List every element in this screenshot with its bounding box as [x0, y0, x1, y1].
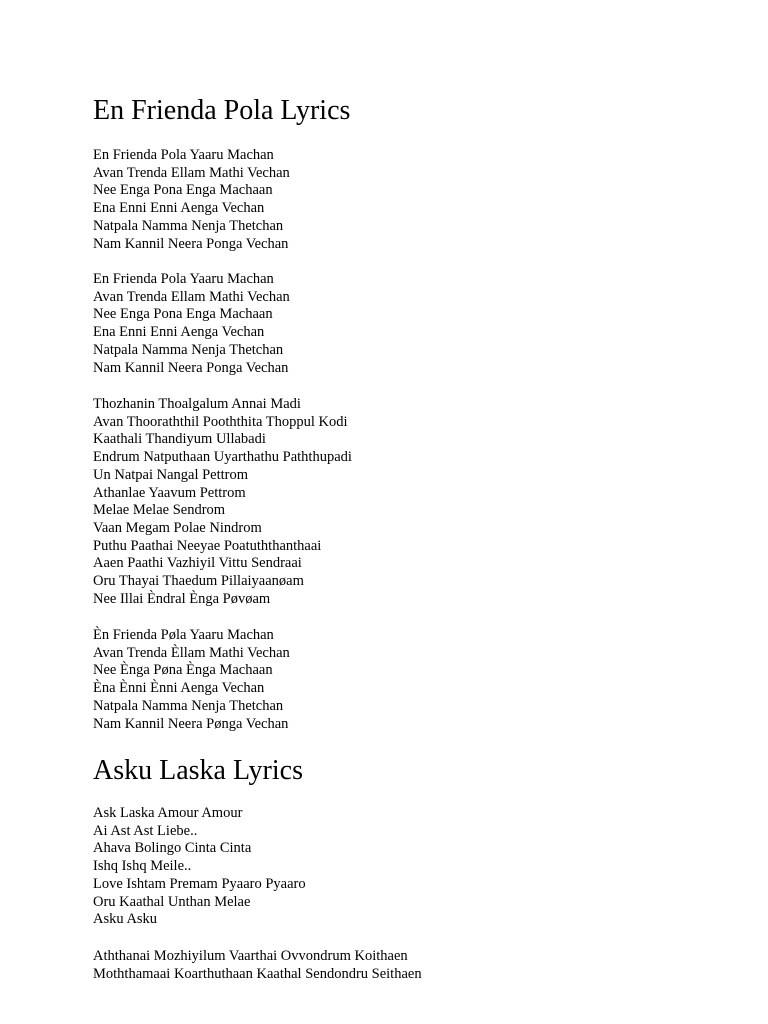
lyric-line: Ena Enni Enni Aenga Vechan — [93, 324, 265, 341]
verse-3 — [93, 396, 352, 608]
lyric-line: Èna Ènni Ènni Aenga Vechan — [93, 680, 265, 697]
lyric-line: Ena Enni Enni Aenga Vechan — [93, 200, 265, 217]
verse-2 — [93, 271, 290, 377]
lyric-line: Athanlae Yaavum Pettrom — [93, 484, 246, 501]
verse-1 — [93, 805, 306, 929]
lyric-line: Asku Asku — [93, 911, 158, 928]
lyric-line: Natpala Namma Nenja Thetchan — [93, 217, 284, 234]
lyric-line: En Frienda Pola Yaaru Machan — [93, 147, 274, 163]
lyric-line: Ishq Ishq Meile.. — [93, 858, 192, 875]
lyric-line: Nam Kannil Neera Pønga Vechan — [93, 715, 289, 732]
lyric-line: Nee Illai Èndral Ènga Pøvøam — [93, 590, 271, 607]
verse-1 — [93, 147, 290, 253]
verse-4 — [93, 627, 290, 733]
verse-2 — [93, 948, 422, 983]
lyric-line: Endrum Natputhaan Uyarthathu Paththupadi — [93, 449, 352, 466]
lyric-line: Vaan Megam Polae Nindrom — [93, 519, 262, 536]
lyric-line: Natpala Namma Nenja Thetchan — [93, 341, 284, 358]
lyric-line: Oru Kaathal Unthan Melae — [93, 893, 251, 910]
lyric-line: Nee Enga Pona Enga Machaan — [93, 182, 273, 199]
lyric-line: Natpala Namma Nenja Thetchan — [93, 697, 284, 714]
lyric-line: Ask Laska Amour Amour — [93, 805, 243, 821]
lyric-line: Moththamaai Koarthuthaan Kaathal Sendondru Seithaen — [93, 965, 422, 982]
lyric-line: Avan Trenda Èllam Mathi Vechan — [93, 644, 290, 661]
lyric-line: En Frienda Pola Yaaru Machan — [93, 271, 274, 287]
lyric-line: Kaathali Thandiyum Ullabadi — [93, 431, 266, 448]
lyric-line: Èn Frienda Pøla Yaaru Machan — [93, 627, 274, 643]
song-title: Asku Laska Lyrics — [93, 755, 303, 786]
lyric-line: Nam Kannil Neera Ponga Vechan — [93, 359, 289, 376]
lyric-line: Avan Trenda Ellam Mathi Vechan — [93, 288, 290, 305]
lyric-line: Thozhanin Thoalgalum Annai Madi — [93, 396, 301, 412]
lyric-line: Aaen Paathi Vazhiyil Vittu Sendraai — [93, 555, 302, 572]
lyric-line: Avan Trenda Ellam Mathi Vechan — [93, 164, 290, 181]
lyric-line: Oru Thayai Thaedum Pillaiyaanøam — [93, 573, 304, 590]
song-title: En Frienda Pola Lyrics — [93, 95, 351, 126]
lyric-line: Avan Thooraththil Pooththita Thoppul Kodi — [93, 413, 348, 430]
lyric-line: Nam Kannil Neera Ponga Vechan — [93, 235, 289, 252]
lyric-line: Nee Enga Pona Enga Machaan — [93, 306, 273, 323]
lyric-line: Ai Ast Ast Liebe.. — [93, 822, 198, 839]
lyric-line: Melae Melae Sendrom — [93, 502, 226, 519]
lyric-line: Ahava Bolingo Cinta Cinta — [93, 840, 252, 857]
lyric-line: Nee Ènga Pøna Ènga Machaan — [93, 662, 273, 679]
lyric-line: Un Natpai Nangal Pettrom — [93, 466, 249, 483]
lyric-line: Love Ishtam Premam Pyaaro Pyaaro — [93, 875, 306, 892]
lyric-line: Puthu Paathai Neeyae Poatuththanthaai — [93, 537, 322, 554]
lyric-line: Aththanai Mozhiyilum Vaarthai Ovvondrum Koithaen — [93, 948, 408, 964]
